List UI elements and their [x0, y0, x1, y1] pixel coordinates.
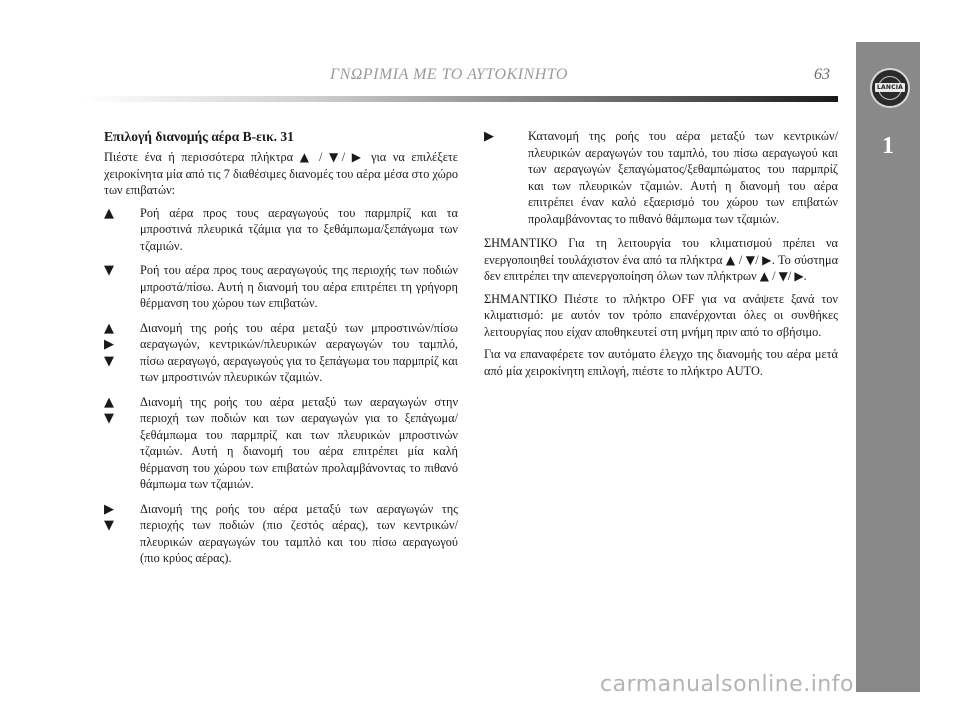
- list-item-text: Κατανομή της ροής του αέρα μεταξύ των κεντρικών/πλευρικών αεραγωγών του ταμπλό, του πίσω αεραγωγού και των αεραγωγών ξεπαγώματος/ξεθαμπώματος του παρμπρίζ και των πλευρικών τζαμιών. Αυτή η διανομή του αέρα επιτρέπει έναν καλό εξαερισμό του χώρου των επιβατών προλαμβάνοντας το πιθανό θάμπωμα των τζαμιών.: [528, 129, 838, 226]
- list-item-text: Διανομή της ροής του αέρα μεταξύ των αεραγωγών στην περιοχή των ποδιών και των αεραγωγών για το ξεπάγωμα/ξεθάμπωμα του παρμπρίζ και των πλευρικών μπροστινών τζαμιών. Αυτή η διανομή του αέρα επιτρέπει μία καλή θέρμανση του χώρου των επιβατών προλαμβάνοντας το πιθανό θάμπωμα των τζαμιών.: [140, 394, 458, 491]
- list-item: [104, 394, 458, 493]
- list-item: [104, 320, 458, 386]
- footer: [0, 672, 960, 708]
- right-arrow-icon: ▶: [351, 150, 365, 164]
- down-arrow-icon: ▼: [329, 150, 342, 164]
- right-arrow-icon: ▶: [104, 337, 114, 352]
- left-column: [104, 128, 458, 575]
- section-heading: Επιλογή διανομής αέρα B-εικ. 31: [104, 129, 294, 144]
- right-arrow-icon: ▶: [484, 129, 494, 144]
- up-arrow-icon: ▲: [759, 269, 770, 283]
- down-arrow-icon: ▼: [104, 518, 114, 533]
- down-arrow-icon: ▼: [778, 269, 788, 283]
- up-arrow-icon: ▲: [725, 252, 736, 267]
- chapter-number: 1: [882, 133, 894, 159]
- right-column: [484, 128, 838, 385]
- page-header: [0, 60, 840, 94]
- note-paragraph: ΣΗΜΑΝΤΙΚΟ Για τη λειτουργία του κλιματισμού πρέπει να ενεργοποιηθεί τουλάχιστον ένα από τα πλήκτρα ▲ / ▼/ ▶. Το σύστημα δεν επιτρέπει την απενεργοποίηση όλων των πλήκτρων ▲ / ▼/ ▶.: [484, 236, 839, 283]
- down-arrow-icon: ▼: [104, 263, 114, 278]
- list-item: [104, 205, 458, 255]
- list-item-text: Ροή του αέρα προς τους αεραγωγούς της περιοχής των ποδιών μπροστά/πίσω. Αυτή η διανομή του αέρα επιτρέπει τη γρήγορη θέρμανση του χώρου των επιβατών.: [140, 263, 458, 310]
- page-number: 63: [814, 66, 830, 83]
- right-arrow-icon: ▶: [104, 501, 114, 517]
- list-item-text: Ροή αέρα προς τους αεραγωγούς του παρμπρίζ και τα μπροστινά πλευρικά τζάμια για το ξεθάμπωμα/ξεπάγωμα των τζαμιών.: [140, 205, 458, 253]
- up-arrow-icon: ▲: [104, 205, 114, 221]
- note-paragraph: Για να επαναφέρετε τον αυτόματο έλεγχο της διανομής του αέρα μετά από μία χειροκίνητη επιλογή, πιέστε το πλήκτρο AUTO.: [484, 347, 838, 378]
- down-arrow-icon: ▼: [104, 353, 114, 369]
- down-arrow-icon: ▼: [104, 411, 114, 426]
- list-item: [484, 128, 838, 227]
- list-item: [104, 501, 458, 567]
- logo-text: LANCIA: [877, 84, 903, 91]
- up-arrow-icon: ▲: [104, 320, 114, 336]
- intro-paragraph: Πιέστε ένα ή περισσότερα πλήκτρα ▲ / ▼/ ▶ για να επιλέξετε χειροκίνητα μία από τις 7 διαθέσιμες διανομές του αέρα μέσα στο χώρο των επιβατών:: [104, 150, 458, 197]
- lancia-logo: [870, 68, 910, 108]
- list-item-text: Διανομή της ροής του αέρα μεταξύ των αεραγωγών της περιοχής των ποδιών (πιο ζεστός αέρας), των κεντρικών/πλευρικών αεραγωγών του ταμπλό και του πίσω αεραγωγού (πιο κρύος αέρας).: [140, 501, 458, 565]
- up-arrow-icon: ▲: [299, 150, 313, 164]
- down-arrow-icon: ▼: [745, 252, 756, 267]
- right-arrow-icon: ▶: [762, 252, 772, 267]
- header-rule: [82, 96, 838, 102]
- list-item: [104, 262, 458, 312]
- up-arrow-icon: ▲: [104, 394, 114, 410]
- list-item-text: Διανομή της ροής του αέρα μεταξύ των μπροστινών/πίσω αεραγωγών, κεντρικών/πλευρικών αεραγωγών του ταμπλό, πίσω αεραγωγό, αεραγωγούς για το ξεπάγωμα του παρμπρίζ και των μπροστινών πλευρικών τζαμιών.: [140, 320, 458, 384]
- right-arrow-icon: ▶: [794, 269, 804, 283]
- header-title: ΓΝΩΡΙΜΙΑ ΜΕ ΤΟ ΑΥΤΟΚΙΝΗΤΟ: [330, 66, 568, 83]
- note-paragraph: ΣΗΜΑΝΤΙΚΟ Πιέστε το πλήκτρο OFF για να ανάψετε ξανά τον κλιματισμό: με αυτόν τον τρόπο επανέρχονται όλες οι συνθήκες λειτουργίας που είχαν αποθηκευτεί στη μνήμη πριν από το σβήσιμο.: [484, 291, 838, 339]
- watermark: carmanualsonline.info: [600, 672, 854, 697]
